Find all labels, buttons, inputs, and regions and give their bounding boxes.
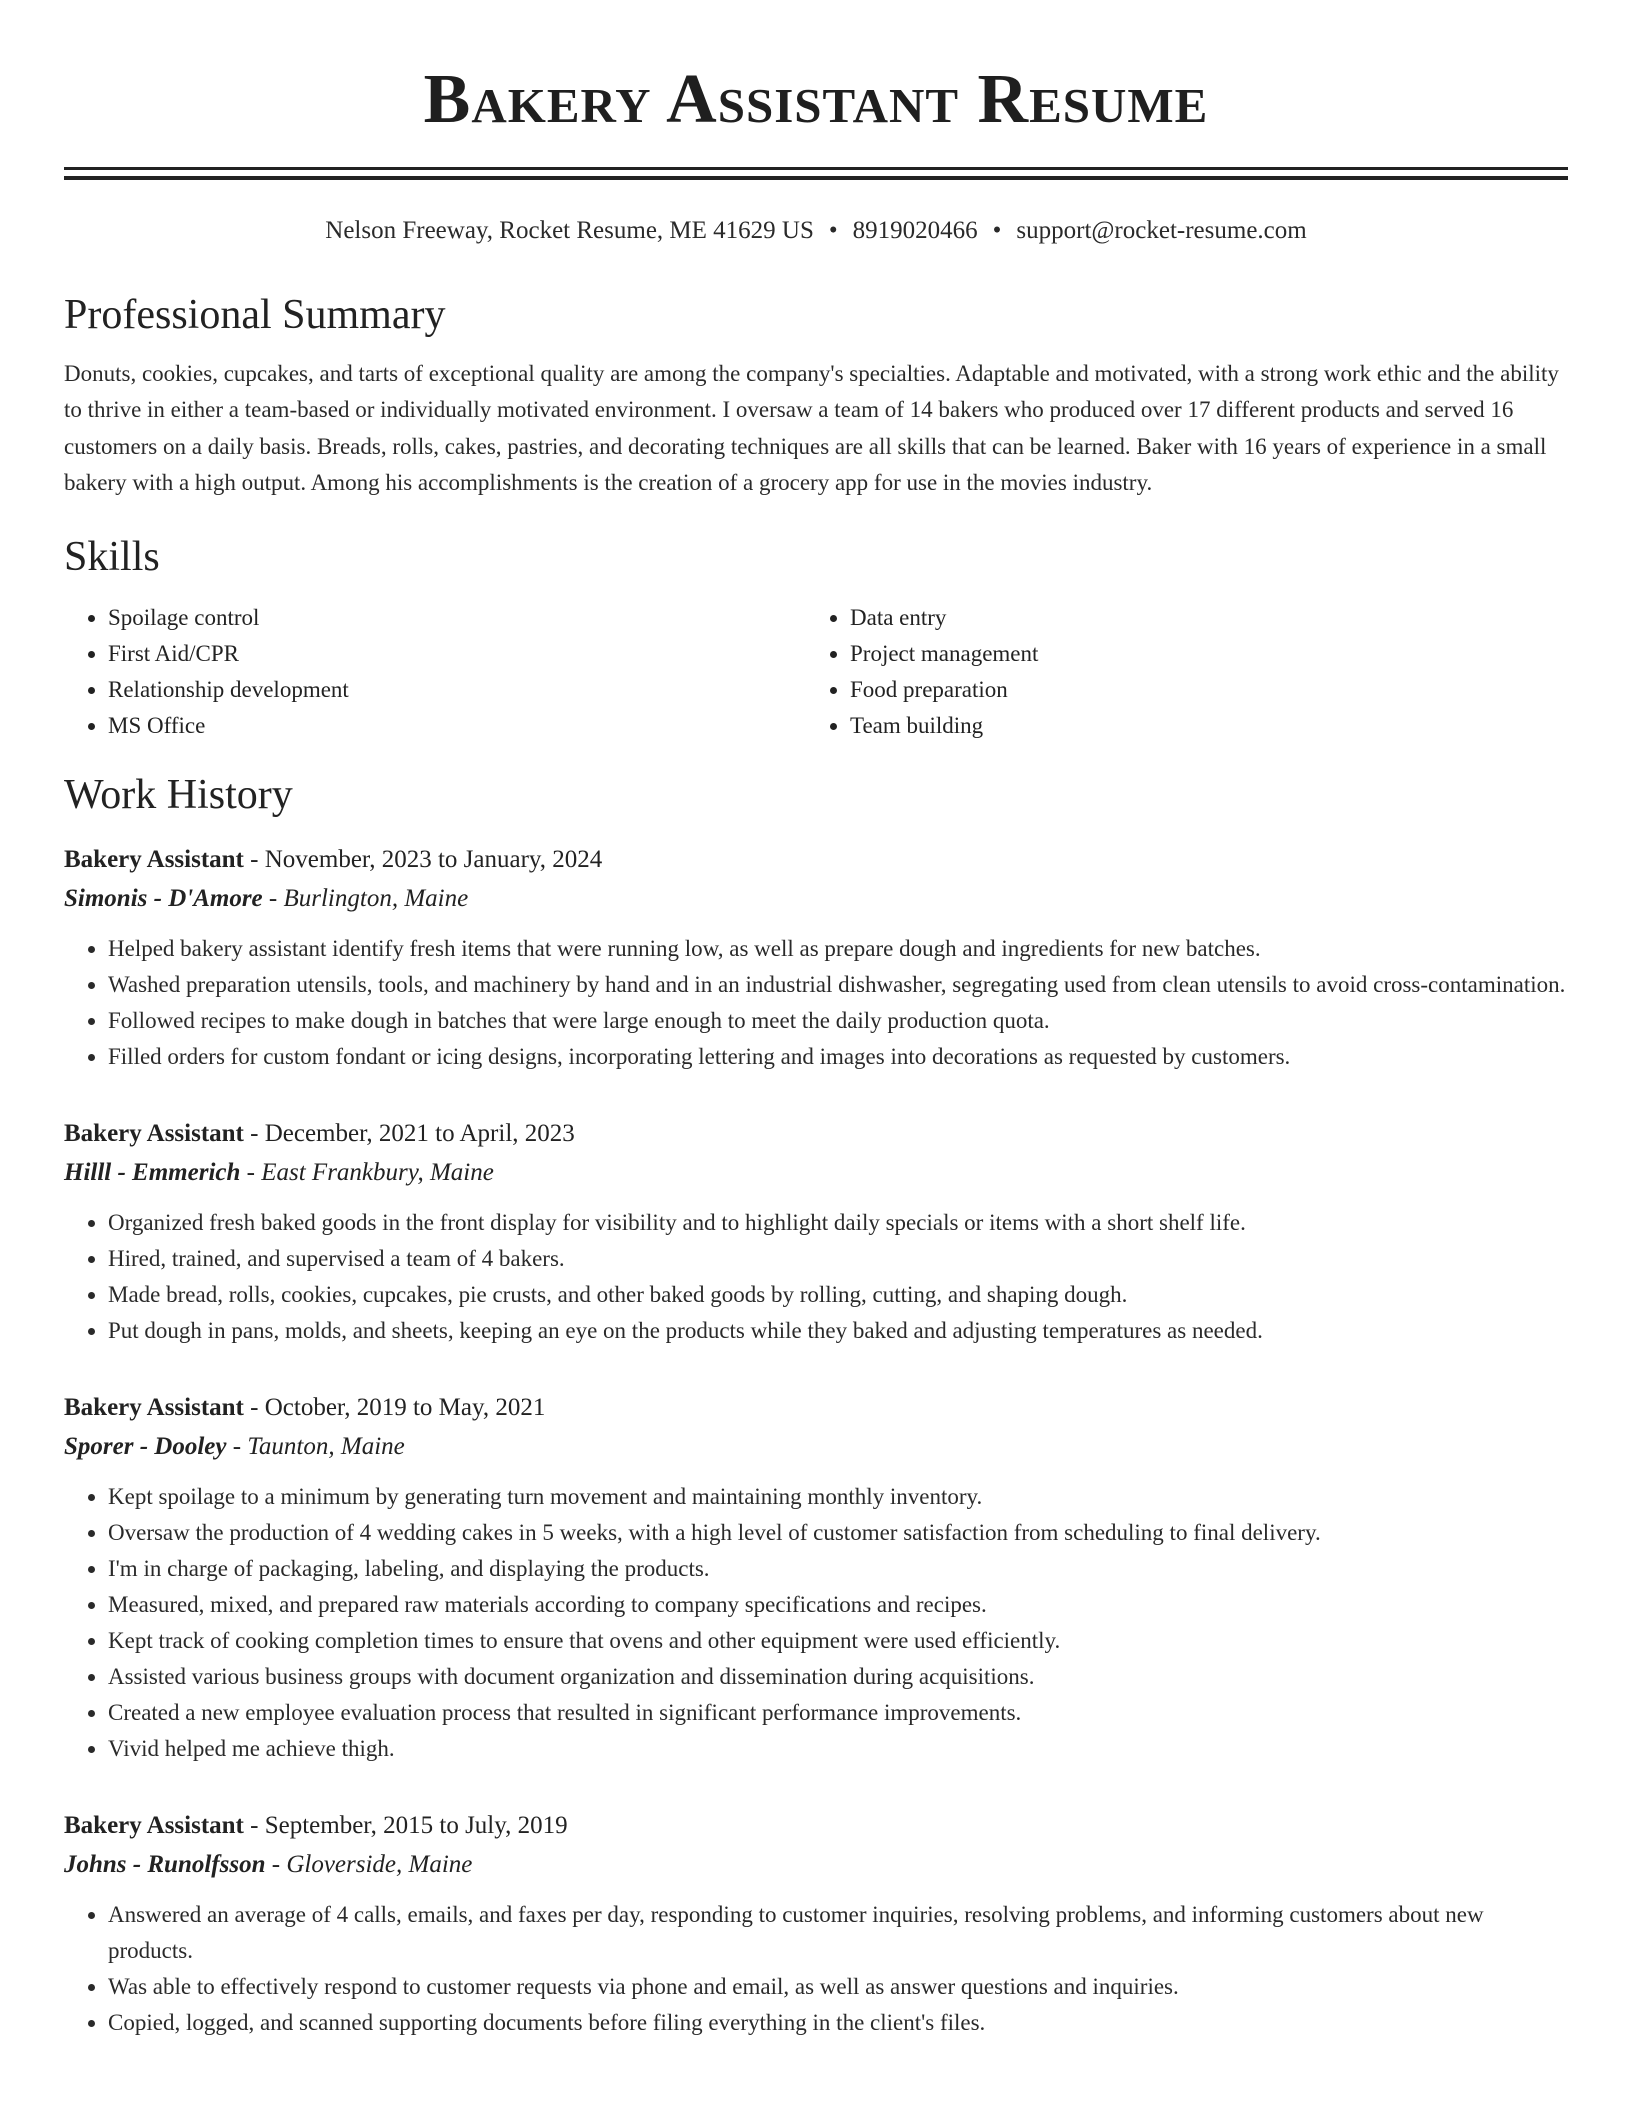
skills-column-right bbox=[806, 600, 1548, 744]
job-duty: • Oversaw the production of 4 wedding cakes in 5 weeks, with a high level of customer satisfaction from scheduling to final delivery. bbox=[108, 1515, 1568, 1551]
job-location: Burlington, Maine bbox=[283, 884, 469, 912]
skills-column-left bbox=[64, 600, 806, 744]
job-duty: • Assisted various business groups with document organization and dissemination during acquisitions. bbox=[108, 1659, 1568, 1695]
job-entry bbox=[64, 1807, 1568, 2041]
job-dates: October, 2019 to May, 2021 bbox=[264, 1393, 546, 1421]
job-duties bbox=[64, 1897, 1568, 2041]
job-duty: • Helped bakery assistant identify fresh items that were running low, as well as prepare dough and ingredients for new batches. bbox=[108, 931, 1568, 967]
job-title-line: Bakery Assistant - December, 2021 to April, 2023 bbox=[64, 1119, 575, 1147]
contact-separator: • bbox=[828, 216, 838, 244]
job-duty: • Vivid helped me achieve thigh. bbox=[108, 1731, 1568, 1767]
job-location: Gloverside, Maine bbox=[286, 1850, 473, 1878]
job-duty: • Answered an average of 4 calls, emails, and faxes per day, responding to customer inquiries, resolving problems, and informing customers about new products. bbox=[108, 1897, 1568, 1969]
job-duty: • Filled orders for custom fondant or icing designs, incorporating lettering and images into decorations as requested by customers. bbox=[108, 1039, 1568, 1075]
job-duties bbox=[64, 1205, 1568, 1349]
job-role: Bakery Assistant bbox=[64, 845, 244, 873]
job-company-line: Hilll - Emmerich - East Frankbury, Maine bbox=[64, 1158, 494, 1186]
skill-item: • Data entry bbox=[850, 600, 1548, 636]
job-duty: • Was able to effectively respond to customer requests via phone and email, as well as answer questions and inquiries. bbox=[108, 1969, 1568, 2005]
job-entry bbox=[64, 1389, 1568, 1767]
skill-item: • Food preparation bbox=[850, 672, 1548, 708]
job-duty: • Made bread, rolls, cookies, cupcakes, pie crusts, and other baked goods by rolling, cutting, and shaping dough. bbox=[108, 1277, 1568, 1313]
summary-text: Donuts, cookies, cupcakes, and tarts of exceptional quality are among the company's specialties. Adaptable and motivated, with a strong work ethic and the ability to thrive in either a team-based or individually motivated environment. I oversaw a team of 14 bakers who produced over 17 different products and served 16 customers on a daily basis. Breads, rolls, cakes, pastries, and decorating techniques are all skills that can be learned. Baker with 16 years of experience in a small bakery with a high output. Among his accomplishments is the creation of a grocery app for use in the movies industry. bbox=[64, 360, 1559, 496]
job-company: Johns - Runolfsson bbox=[64, 1850, 266, 1878]
resume-page bbox=[64, 0, 1568, 2041]
job-title-line: Bakery Assistant - October, 2019 to May, 2021 bbox=[64, 1393, 546, 1421]
job-duty: • Put dough in pans, molds, and sheets, keeping an eye on the products while they baked and adjusting temperatures as needed. bbox=[108, 1313, 1568, 1349]
job-duties bbox=[64, 1479, 1568, 1767]
title-rule-thin bbox=[64, 176, 1568, 180]
job-title-line: Bakery Assistant - November, 2023 to January, 2024 bbox=[64, 845, 603, 873]
job-company-line: Johns - Runolfsson - Gloverside, Maine bbox=[64, 1850, 473, 1878]
skill-item: • Project management bbox=[850, 636, 1548, 672]
job-duty: • I'm in charge of packaging, labeling, and displaying the products. bbox=[108, 1551, 1568, 1587]
page-title: Bakery Assistant Resume bbox=[423, 61, 1209, 138]
job-company-line: Sporer - Dooley - Taunton, Maine bbox=[64, 1432, 405, 1460]
job-duty: • Organized fresh baked goods in the front display for visibility and to highlight daily specials or items with a short shelf life. bbox=[108, 1205, 1568, 1241]
job-dates: September, 2015 to July, 2019 bbox=[264, 1811, 568, 1839]
skill-item: • Spoilage control bbox=[108, 600, 806, 636]
job-duty: • Hired, trained, and supervised a team of 4 bakers. bbox=[108, 1241, 1568, 1277]
job-duty: • Measured, mixed, and prepared raw materials according to company specifications and recipes. bbox=[108, 1587, 1568, 1623]
job-duties bbox=[64, 931, 1568, 1075]
skill-item: • Team building bbox=[850, 708, 1548, 744]
job-entry bbox=[64, 1115, 1568, 1349]
job-duty: • Kept spoilage to a minimum by generating turn movement and maintaining monthly inventory. bbox=[108, 1479, 1568, 1515]
job-role: Bakery Assistant bbox=[64, 1393, 244, 1421]
contact-address: Nelson Freeway, Rocket Resume, ME 41629 US bbox=[325, 216, 814, 244]
skill-item: • MS Office bbox=[108, 708, 806, 744]
job-location: Taunton, Maine bbox=[247, 1432, 405, 1460]
skills-list bbox=[64, 600, 1568, 744]
skills-heading: Skills bbox=[64, 533, 160, 580]
job-dates: November, 2023 to January, 2024 bbox=[264, 845, 603, 873]
work-history-heading: Work History bbox=[64, 772, 293, 819]
job-company: Simonis - D'Amore bbox=[64, 884, 263, 912]
contact-email: support@rocket-resume.com bbox=[1016, 216, 1307, 244]
job-dates: December, 2021 to April, 2023 bbox=[264, 1119, 575, 1147]
job-company: Sporer - Dooley bbox=[64, 1432, 227, 1460]
job-duty: • Created a new employee evaluation process that resulted in significant performance improvements. bbox=[108, 1695, 1568, 1731]
skill-item: • Relationship development bbox=[108, 672, 806, 708]
job-duty: • Washed preparation utensils, tools, and machinery by hand and in an industrial dishwasher, segregating used from clean utensils to avoid cross-contamination. bbox=[108, 967, 1568, 1003]
contact-phone: 8919020466 bbox=[852, 216, 978, 244]
job-company: Hilll - Emmerich bbox=[64, 1158, 241, 1186]
title-rule-thick bbox=[64, 167, 1568, 170]
job-location: East Frankbury, Maine bbox=[261, 1158, 494, 1186]
job-company-line: Simonis - D'Amore - Burlington, Maine bbox=[64, 884, 469, 912]
job-entry bbox=[64, 841, 1568, 1075]
job-role: Bakery Assistant bbox=[64, 1119, 244, 1147]
contact-separator: • bbox=[992, 216, 1002, 244]
job-duty: • Followed recipes to make dough in batches that were large enough to meet the daily production quota. bbox=[108, 1003, 1568, 1039]
summary-heading: Professional Summary bbox=[64, 291, 446, 338]
contact-line bbox=[64, 216, 1568, 246]
job-title-line: Bakery Assistant - September, 2015 to July, 2019 bbox=[64, 1811, 568, 1839]
skill-item: • First Aid/CPR bbox=[108, 636, 806, 672]
job-duty: • Copied, logged, and scanned supporting documents before filing everything in the client's files. bbox=[108, 2005, 1568, 2041]
job-role: Bakery Assistant bbox=[64, 1811, 244, 1839]
job-duty: • Kept track of cooking completion times to ensure that ovens and other equipment were used efficiently. bbox=[108, 1623, 1568, 1659]
